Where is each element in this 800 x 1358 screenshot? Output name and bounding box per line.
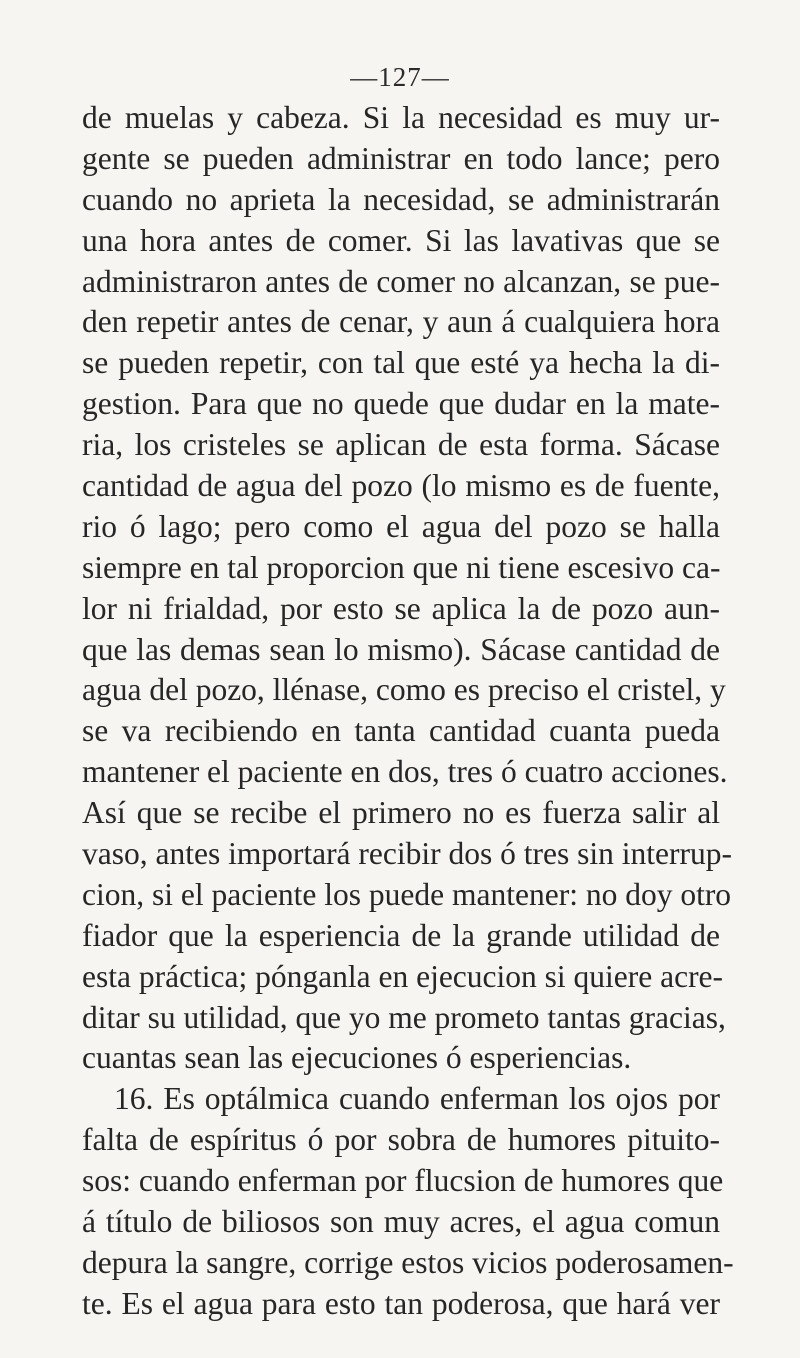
text-line: gente se pueden administrar en todo lance; pero [82, 140, 720, 176]
text-line: agua del pozo, llénase, como es preciso el cristel, y [82, 672, 726, 708]
text-line: rio ó lago; pero como el agua del pozo se halla [82, 508, 720, 544]
text-line: mantener el paciente en dos, tres ó cuatro acciones. [82, 754, 728, 790]
text-line: fiador que la esperiencia de la grande utilidad de [82, 917, 720, 953]
text-line: 16. Es optálmica cuando enferman los ojos por [114, 1081, 720, 1117]
text-line: lor ni frialdad, por esto se aplica la de pozo aun- [82, 590, 720, 626]
text-line: depura la sangre, corrige estos vicios poderosamen- [82, 1244, 734, 1280]
text-line: cuantas sean las ejecuciones ó esperiencias. [82, 1040, 632, 1076]
text-line: una hora antes de comer. Si las lavativas que se [82, 222, 720, 258]
text-line: cantidad de agua del pozo (lo mismo es de fuente, [82, 468, 720, 504]
text-line: den repetir antes de cenar, y aun á cualquiera hora [82, 304, 720, 340]
text-line: á título de biliosos son muy acres, el agua comun [82, 1204, 720, 1240]
text-line: de muelas y cabeza. Si la necesidad es muy ur- [82, 100, 720, 135]
text-line: administraron antes de comer no alcanzan, se pue- [82, 263, 720, 299]
text-line: ditar su utilidad, que yo me prometo tantas gracias, [82, 999, 726, 1035]
text-line: que las demas sean lo mismo). Sácase cantidad de [82, 631, 720, 667]
text-line: siempre en tal proporcion que ni tiene escesivo ca- [82, 549, 721, 585]
text-line: sos: cuando enferman por flucsion de humores que [82, 1163, 724, 1199]
body-text [82, 98, 734, 1325]
text-line: se va recibiendo en tanta cantidad cuanta pueda [82, 713, 720, 749]
text-line: Así que se recibe el primero no es fuerza salir al [82, 795, 720, 831]
text-line: te. Es el agua para esto tan poderosa, que hará ver [82, 1285, 720, 1321]
text-line: ria, los cristeles se aplican de esta forma. Sácase [82, 427, 720, 463]
page-number: —127— [350, 62, 450, 92]
text-line: gestion. Para que no quede que dudar en la mate- [82, 386, 720, 422]
text-line: se pueden repetir, con tal que esté ya hecha la di- [82, 345, 720, 381]
text-line: cion, si el paciente los puede mantener: no doy otro [82, 876, 732, 912]
text-line: vaso, antes importará recibir dos ó tres sin interrup- [82, 836, 732, 872]
text-line: cuando no aprieta la necesidad, se administrarán [82, 181, 720, 217]
text-line: esta práctica; pónganla en ejecucion si quiere acre- [82, 958, 724, 994]
text-line: falta de espíritus ó por sobra de humores pituito- [82, 1122, 720, 1158]
